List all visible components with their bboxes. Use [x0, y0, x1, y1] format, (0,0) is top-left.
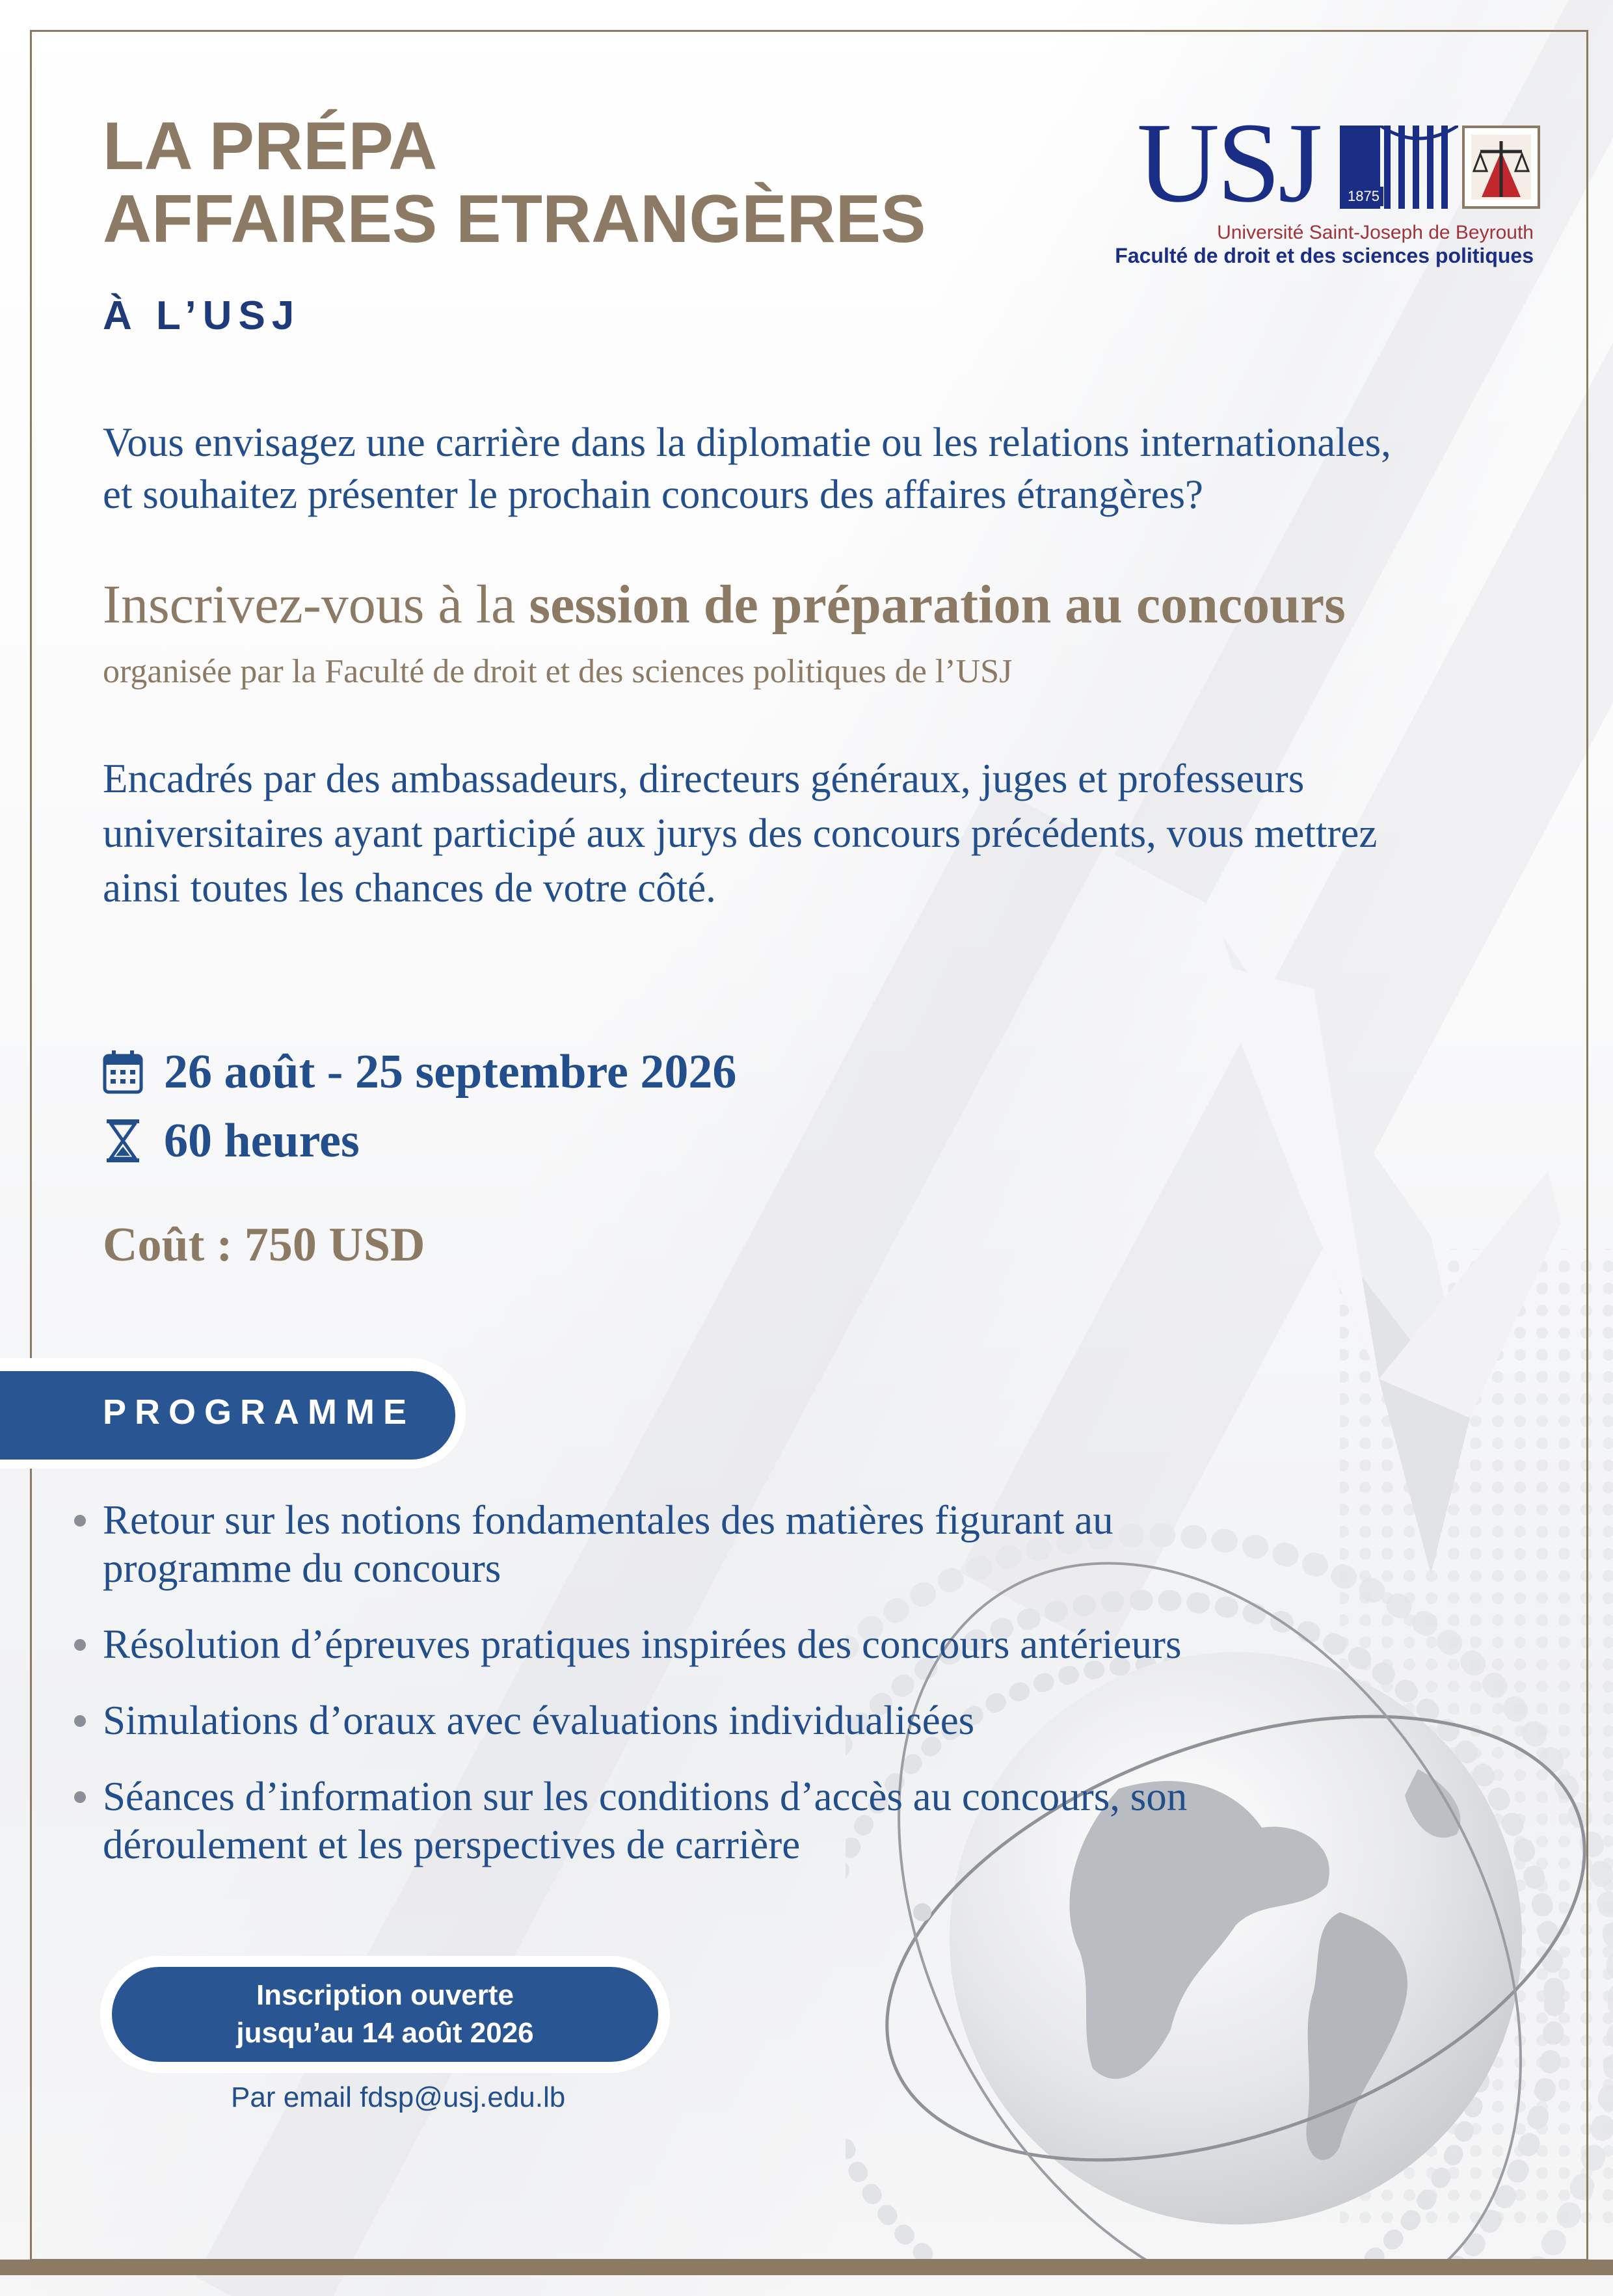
list-item — [72, 1696, 1372, 1744]
bullet-icon — [74, 1715, 86, 1727]
calendar-icon — [103, 1049, 143, 1095]
bottom-bar — [0, 2260, 1613, 2275]
list-item — [72, 1772, 1372, 1869]
registration-line: Inscription ouverte — [256, 1979, 514, 2011]
intro-line: Vous envisagez une carrière dans la diplomatie ou les relations internationales, — [103, 420, 1391, 465]
duration-row — [103, 1112, 360, 1170]
bullet-icon — [74, 1515, 86, 1527]
logo-university: Université Saint-Joseph de Beyrouth — [1217, 222, 1534, 243]
intro-text — [103, 416, 1553, 520]
intro-line: et souhaitez présenter le prochain concours des affaires étrangères? — [103, 472, 1204, 517]
list-item-line: déroulement et les perspectives de carrière — [103, 1822, 801, 1867]
session-bold: session de préparation au concours — [529, 574, 1346, 635]
title-line-1: LA PRÉPA — [103, 109, 438, 184]
scales-of-justice-icon — [1462, 126, 1540, 209]
supervisors-line: Encadrés par des ambassadeurs, directeurs généraux, juges et professeurs — [103, 756, 1305, 801]
programme-label: PROGRAMME — [103, 1393, 415, 1432]
dates-text: 26 août - 25 septembre 2026 — [164, 1045, 737, 1099]
session-prefix: Inscrivez-vous à la — [103, 574, 529, 635]
supervisors-line: universitaires ayant participé aux jurys des concours précédents, vous mettrez — [103, 810, 1378, 856]
registration-pill — [112, 1967, 658, 2062]
organized-by: organisée par la Faculté de droit et des sciences politiques de l’USJ — [103, 653, 1013, 690]
title-line-2: AFFAIRES ETRANGÈRES — [103, 181, 926, 257]
dates-row — [103, 1043, 736, 1101]
list-item-line: Retour sur les notions fondamentales des matières figurant au — [103, 1497, 1113, 1543]
registration-line: jusqu’au 14 août 2026 — [236, 2017, 534, 2049]
subtitle: À L’USJ — [103, 293, 301, 338]
supervisors-line: ainsi toutes les chances de votre côté. — [103, 865, 716, 911]
bullet-icon — [74, 1639, 86, 1651]
list-item-line: Simulations d’oraux avec évaluations individualisées — [103, 1698, 975, 1743]
supervisors-text — [103, 751, 1553, 915]
list-item-line: Séances d’information sur les conditions d’accès au concours, son — [103, 1774, 1188, 1819]
logo-faculty: Faculté de droit et des sciences politiques — [1115, 244, 1534, 267]
duration-text: 60 heures — [164, 1114, 360, 1168]
list-item-line: programme du concours — [103, 1545, 501, 1591]
bullet-icon — [74, 1791, 86, 1803]
list-item — [72, 1620, 1372, 1668]
logo-year: 1875 — [1344, 187, 1383, 206]
cost-text: Coût : 750 USD — [103, 1218, 425, 1272]
programme-list — [72, 1496, 1372, 1897]
usj-logo — [1115, 100, 1540, 269]
list-item — [72, 1496, 1372, 1592]
list-item-line: Résolution d’épreuves pratiques inspirées des concours antérieurs — [103, 1622, 1182, 1667]
hourglass-icon — [103, 1118, 143, 1164]
logo-wordmark: USJ — [1137, 100, 1320, 226]
registration-email[interactable]: Par email fdsp@usj.edu.lb — [231, 2081, 566, 2113]
session-heading — [103, 572, 1346, 637]
